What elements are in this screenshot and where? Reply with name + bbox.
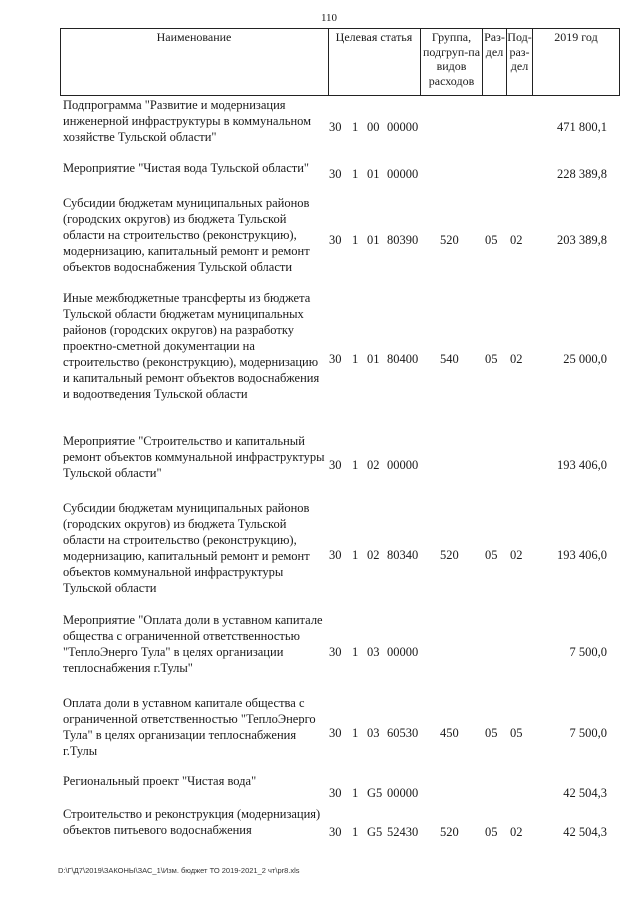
- header-divider: [619, 28, 620, 95]
- code-event: 02: [367, 548, 380, 562]
- code-subprogram: 1: [352, 825, 359, 839]
- code-program: 30: [329, 726, 342, 740]
- section-code: 05: [485, 726, 498, 740]
- header-year: 2019 год: [554, 30, 598, 44]
- row-name: Субсидии бюджетам муниципальных районов (городских округов) из бюджета Тульской области на строительство (реконструкцию), модернизацию, капитальный ремонт и ремонт объектов коммунальной инфраструктуры Тульской области: [63, 501, 310, 595]
- amount: 203 389,8: [557, 233, 607, 247]
- file-path-footer: D:\Г\Д7\2019\ЗАКОНЫ\ЗАС_1\Изм. бюджет ТО 2019-2021_2 чт\pr8.xls: [58, 866, 300, 875]
- subsection-code: 02: [510, 825, 523, 839]
- header-subsection: Под-раз-дел: [507, 30, 532, 73]
- row-name: Региональный проект "Чистая вода": [63, 774, 257, 788]
- code-direction: 80400: [387, 352, 419, 366]
- code-event: 01: [367, 167, 380, 181]
- code-direction: 00000: [387, 786, 419, 800]
- group-code: 520: [440, 548, 459, 562]
- header-top-border: [60, 28, 620, 29]
- row-name: Мероприятие "Оплата доли в уставном капитале общества с ограниченной ответственностью "ТеплоЭнерго Тула" в целях организации теплоснабжения г.Тулы": [63, 613, 323, 675]
- code-direction: 80340: [387, 548, 419, 562]
- code-direction: 80390: [387, 233, 419, 247]
- section-code: 05: [485, 233, 498, 247]
- amount: 42 504,3: [563, 825, 607, 839]
- amount: 228 389,8: [557, 167, 607, 181]
- subsection-code: 05: [510, 726, 523, 740]
- row-name: Мероприятие "Строительство и капитальный ремонт объектов коммунальной инфраструктуры Тульской области": [63, 434, 325, 480]
- code-direction: 00000: [387, 458, 419, 472]
- group-code: 540: [440, 352, 459, 366]
- amount: 7 500,0: [569, 726, 607, 740]
- page-number: 110: [320, 12, 338, 24]
- code-direction: 52430: [387, 825, 419, 839]
- row-name: Субсидии бюджетам муниципальных районов (городских округов) из бюджета Тульской области на строительство (реконструкцию), модернизацию, капитальный ремонт и ремонт объектов водоснабжения Тульской области: [63, 196, 310, 274]
- header-bottom-border: [60, 95, 620, 96]
- section-code: 05: [485, 352, 498, 366]
- code-event: 01: [367, 352, 380, 366]
- code-event: 01: [367, 233, 380, 247]
- row-name: Иные межбюджетные трансферты из бюджета Тульской области бюджетам муниципальных районов (городских округов) на разработку проектно-сметной документации на строительство (реконструкцию), модернизацию и капитальный ремонт объектов водоснабжения и водоотведения Тульской области: [63, 291, 320, 401]
- subsection-code: 02: [510, 548, 523, 562]
- code-event: 02: [367, 458, 380, 472]
- code-program: 30: [329, 167, 342, 181]
- table-header: [60, 28, 620, 95]
- code-program: 30: [329, 233, 342, 247]
- header-target-article: Целевая статья: [335, 30, 413, 44]
- code-subprogram: 1: [352, 120, 359, 134]
- code-program: 30: [329, 548, 342, 562]
- subsection-code: 02: [510, 352, 523, 366]
- code-event: 03: [367, 645, 380, 659]
- group-code: 520: [440, 825, 459, 839]
- subsection-code: 02: [510, 233, 523, 247]
- code-program: 30: [329, 645, 342, 659]
- code-program: 30: [329, 120, 342, 134]
- row-name: Оплата доли в уставном капитале общества с ограниченной ответственностью "ТеплоЭнерго Тула" в целях организации теплоснабжения г.Тулы: [63, 696, 316, 758]
- code-subprogram: 1: [352, 233, 359, 247]
- group-code: 520: [440, 233, 459, 247]
- row-name: Подпрограмма "Развитие и модернизация инженерной инфраструктуры в коммунальном хозяйстве Тульской области": [63, 98, 312, 144]
- code-direction: 60530: [387, 726, 419, 740]
- amount: 193 406,0: [557, 458, 607, 472]
- code-subprogram: 1: [352, 352, 359, 366]
- header-name: Наименование: [156, 30, 232, 44]
- code-event: 03: [367, 726, 380, 740]
- code-subprogram: 1: [352, 726, 359, 740]
- code-program: 30: [329, 825, 342, 839]
- amount: 7 500,0: [569, 645, 607, 659]
- code-event: G5: [367, 825, 383, 839]
- amount: 25 000,0: [563, 352, 607, 366]
- section-code: 05: [485, 825, 498, 839]
- section-code: 05: [485, 548, 498, 562]
- code-subprogram: 1: [352, 548, 359, 562]
- header-section: Раз-дел: [484, 30, 505, 59]
- amount: 471 800,1: [557, 120, 607, 134]
- code-direction: 00000: [387, 645, 419, 659]
- code-event: G5: [367, 786, 383, 800]
- header-group: Группа, подгруп-па видов расходов: [422, 30, 481, 88]
- code-event: 00: [367, 120, 380, 134]
- code-subprogram: 1: [352, 167, 359, 181]
- amount: 42 504,3: [563, 786, 607, 800]
- code-program: 30: [329, 786, 342, 800]
- code-program: 30: [329, 352, 342, 366]
- code-direction: 00000: [387, 120, 419, 134]
- row-name: Мероприятие "Чистая вода Тульской области": [63, 161, 310, 175]
- code-subprogram: 1: [352, 458, 359, 472]
- code-program: 30: [329, 458, 342, 472]
- code-subprogram: 1: [352, 786, 359, 800]
- amount: 193 406,0: [557, 548, 607, 562]
- group-code: 450: [440, 726, 459, 740]
- row-name: Строительство и реконструкция (модернизация) объектов питьевого водоснабжения: [63, 807, 321, 837]
- code-direction: 00000: [387, 167, 419, 181]
- code-subprogram: 1: [352, 645, 359, 659]
